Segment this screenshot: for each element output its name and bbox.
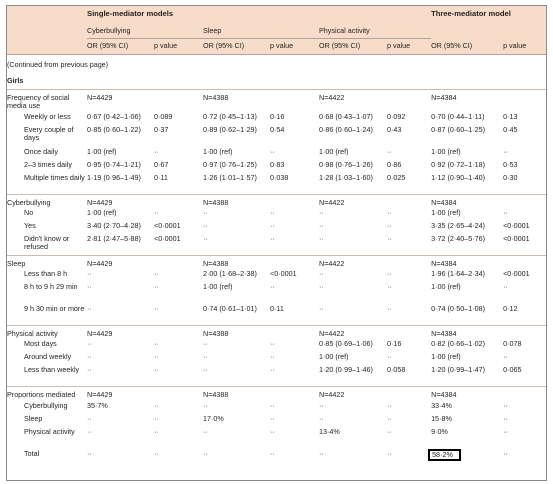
cell-three-mediator-or: 1·00 (ref) (431, 207, 461, 217)
empty-cell (387, 387, 431, 400)
cell-cyberbullying-or: 2·81 (2·47–5·88) (87, 233, 141, 243)
row-label: Sleep (24, 413, 43, 423)
cell-sleep-or: ·· (203, 365, 208, 375)
cell-cyberbullying-or: ·· (87, 413, 92, 423)
cell-three-mediator-or: 33·4% (431, 400, 452, 410)
sample-size: N=4388 (203, 387, 270, 400)
cell-physical-activity-or: ·· (319, 207, 324, 217)
cell-sleep-p: ·· (270, 426, 275, 436)
results-table (7, 6, 546, 461)
cell-physical-activity-p: 0·43 (387, 124, 402, 134)
cell-physical-activity-p: 0·025 (387, 172, 406, 182)
section-row (7, 326, 546, 339)
sample-size: N=4429 (87, 387, 154, 400)
header-row-columns (7, 39, 546, 55)
cell-cyberbullying-or: 1·00 (ref) (87, 146, 117, 156)
cell-sleep-or: ·· (203, 426, 208, 436)
cell-physical-activity-or: 1·28 (1·03–1·60) (319, 172, 373, 182)
cell-physical-activity-p: ·· (387, 146, 392, 156)
table-body (7, 55, 546, 461)
cell-physical-activity-or: ·· (319, 304, 324, 314)
section-title: Proportions mediated (7, 387, 87, 400)
empty-cell (503, 326, 546, 339)
cell-three-mediator-p: ·· (503, 352, 508, 362)
cell-three-mediator-p: 0·45 (503, 124, 518, 134)
table-row (7, 172, 546, 195)
sample-size: N=4388 (203, 194, 270, 207)
section-row (7, 387, 546, 400)
cell-cyberbullying-p: <0·0001 (154, 220, 181, 230)
cell-three-mediator-p: 0·12 (503, 304, 518, 314)
cell-cyberbullying-p: ·· (154, 304, 159, 314)
table-row (7, 159, 546, 172)
cell-physical-activity-p: 0·86 (387, 159, 402, 169)
row-label: Multiple times daily (24, 172, 85, 182)
sample-size: N=4384 (431, 387, 503, 400)
cell-physical-activity-or: ·· (319, 282, 324, 292)
section-row (7, 255, 546, 268)
empty-cell (270, 326, 319, 339)
cell-cyberbullying-or: 1·00 (ref) (87, 207, 117, 217)
cell-three-mediator-or: 0·74 (0·50–1·08) (431, 304, 486, 314)
cell-sleep-p: <0·0001 (270, 269, 297, 279)
cell-physical-activity-or: ·· (319, 233, 324, 243)
table-row (7, 124, 546, 146)
empty-cell (387, 326, 431, 339)
empty-cell (503, 387, 546, 400)
cell-physical-activity-p: ·· (387, 413, 392, 423)
cell-physical-activity-or: ·· (319, 448, 324, 458)
empty-cell (154, 326, 203, 339)
cell-sleep-p: ·· (270, 207, 275, 217)
cell-cyberbullying-p: 0·67 (154, 159, 169, 169)
cell-three-mediator-or: 1·00 (ref) (431, 146, 461, 156)
cell-cyberbullying-or: 0·67 (0·42–1·06) (87, 111, 141, 121)
cell-cyberbullying-p: ·· (154, 413, 159, 423)
p-value-column-header: p value (387, 39, 431, 55)
empty-cell (154, 255, 203, 268)
table-row (7, 364, 546, 387)
cell-sleep-or: 2·00 (1·68–2·38) (203, 269, 257, 279)
cell-physical-activity-p: 0·092 (387, 111, 406, 121)
cell-sleep-p: 0·83 (270, 159, 285, 169)
cell-cyberbullying-p: ·· (154, 269, 159, 279)
continued-note: (Continued from previous page) (7, 60, 109, 69)
cell-cyberbullying-or: ·· (87, 269, 92, 279)
cell-physical-activity-p: ·· (387, 400, 392, 410)
cell-sleep-p: ·· (270, 400, 275, 410)
row-label: Around weekly (24, 352, 72, 362)
row-label: Physical activity (24, 426, 75, 436)
header-row-models (7, 6, 546, 24)
cell-sleep-p: ·· (270, 413, 275, 423)
empty-cell (154, 387, 203, 400)
cell-cyberbullying-p: 0·089 (154, 111, 173, 121)
empty-cell (270, 387, 319, 400)
cell-physical-activity-or: 0·98 (0·76–1·26) (319, 159, 373, 169)
cell-three-mediator-or: 1·20 (0·99–1·47) (431, 365, 486, 375)
sample-size: N=4384 (431, 90, 503, 111)
cell-three-mediator-or: 0·92 (0·72–1·18) (431, 159, 486, 169)
cell-three-mediator-p: 0·065 (503, 365, 522, 375)
cell-three-mediator-p: 0·13 (503, 111, 518, 121)
cell-three-mediator-or: 15·8% (431, 413, 452, 423)
cell-cyberbullying-or: ·· (87, 448, 92, 458)
row-label: 2–3 times daily (24, 159, 72, 169)
table-row (7, 338, 546, 351)
table-row (7, 400, 546, 413)
cell-physical-activity-p: ·· (387, 304, 392, 314)
section-title: Cyberbullying (7, 194, 87, 207)
sample-size: N=4422 (319, 90, 387, 111)
results-table-page (6, 5, 547, 481)
cell-physical-activity-or: ·· (319, 269, 324, 279)
cell-cyberbullying-p: ·· (154, 365, 159, 375)
cell-physical-activity-or: 0·68 (0·43–1·07) (319, 111, 373, 121)
cell-cyberbullying-p: ·· (154, 352, 159, 362)
cell-physical-activity-p: ·· (387, 269, 392, 279)
row-label: 9 h 30 min or more (24, 304, 85, 314)
cell-cyberbullying-p: ·· (154, 400, 159, 410)
cell-physical-activity-p: ·· (387, 233, 392, 243)
mediator-header-cyberbullying: Cyberbullying (87, 24, 203, 39)
cell-physical-activity-or: 1·00 (ref) (319, 146, 349, 156)
cell-sleep-or: ·· (203, 220, 208, 230)
row-label: Didn't know or refused (24, 233, 70, 252)
cell-three-mediator-p: ·· (503, 400, 508, 410)
empty-cell (270, 194, 319, 207)
cell-three-mediator-or: 1·12 (0·90–1·40) (431, 172, 486, 182)
cell-three-mediator-or: 3·72 (2·40–5·76) (431, 233, 486, 243)
cell-three-mediator-p: <0·0001 (503, 220, 530, 230)
continued-note-row (7, 55, 546, 75)
sample-size: N=4384 (431, 194, 503, 207)
cell-cyberbullying-or: ·· (87, 352, 92, 362)
cell-physical-activity-p: ·· (387, 282, 392, 292)
row-label: Most days (24, 339, 57, 349)
cell-physical-activity-or: 1·20 (0·99–1·46) (319, 365, 373, 375)
table-row (7, 233, 546, 256)
empty-cell (387, 90, 431, 111)
table-row (7, 207, 546, 220)
cell-sleep-or: ·· (203, 233, 208, 243)
cell-sleep-or: ·· (203, 207, 208, 217)
cell-sleep-p: ·· (270, 220, 275, 230)
row-label: Yes (24, 220, 36, 230)
sample-size: N=4388 (203, 255, 270, 268)
table-row (7, 146, 546, 159)
row-label: Weekly or less (24, 111, 71, 121)
cell-three-mediator-or (431, 448, 503, 461)
row-label: Every couple of days (24, 124, 74, 142)
cell-sleep-or: 0·72 (0·45–1·13) (203, 111, 257, 121)
cell-cyberbullying-or: ·· (87, 304, 92, 314)
cell-three-mediator-or: 1·96 (1·64–2·34) (431, 269, 486, 279)
cell-sleep-p: ·· (270, 146, 275, 156)
group-label: Girls (7, 76, 24, 85)
table-row (7, 220, 546, 233)
section-title: Frequency of social media use (7, 90, 87, 111)
empty-cell (503, 194, 546, 207)
cell-cyberbullying-or: 3·40 (2·70–4·28) (87, 220, 141, 230)
sample-size: N=4384 (431, 326, 503, 339)
sample-size: N=4429 (87, 194, 154, 207)
sample-size: N=4422 (319, 255, 387, 268)
table-row (7, 268, 546, 281)
row-label: Less than 8 h (24, 269, 68, 279)
cell-sleep-or: 1·26 (1·01–1·57) (203, 172, 257, 182)
row-label: Cyberbullying (24, 400, 68, 410)
cell-cyberbullying-or: 0·95 (0·74–1·21) (87, 159, 141, 169)
sample-size: N=4429 (87, 90, 154, 111)
cell-cyberbullying-p: ·· (154, 339, 159, 349)
cell-three-mediator-p: ·· (503, 426, 508, 436)
header-row-mediators (7, 24, 546, 39)
header-corner (7, 6, 87, 24)
three-mediator-model-header: Three-mediator model (431, 6, 546, 24)
or-column-header: OR (95% CI) (319, 39, 387, 55)
cell-physical-activity-or: ·· (319, 400, 324, 410)
cell-three-mediator-or: 0·87 (0·60–1·25) (431, 124, 486, 134)
cell-three-mediator-p: ·· (503, 282, 508, 292)
cell-three-mediator-p: ·· (503, 448, 508, 458)
section-title: Sleep (7, 255, 87, 268)
cell-cyberbullying-or: 1·19 (0·96–1·49) (87, 172, 141, 182)
empty-cell (387, 194, 431, 207)
cell-cyberbullying-or: ·· (87, 365, 92, 375)
sample-size: N=4429 (87, 255, 154, 268)
cell-physical-activity-or: ·· (319, 220, 324, 230)
cell-sleep-or: 0·97 (0·76–1·25) (203, 159, 257, 169)
cell-three-mediator-p: ·· (503, 207, 508, 217)
cell-cyberbullying-p: ·· (154, 448, 159, 458)
section-title: Physical activity (7, 326, 87, 339)
cell-three-mediator-p: 0·53 (503, 159, 518, 169)
empty-cell (154, 90, 203, 111)
table-row (7, 426, 546, 448)
cell-three-mediator-or: 0·82 (0·66–1·02) (431, 339, 486, 349)
cell-sleep-p: 0·11 (270, 304, 284, 314)
cell-cyberbullying-p: ·· (154, 426, 159, 436)
empty-cell (503, 90, 546, 111)
sample-size: N=4388 (203, 90, 270, 111)
or-column-header: OR (95% CI) (203, 39, 270, 55)
cell-sleep-or: 1·00 (ref) (203, 146, 233, 156)
cell-sleep-p: ·· (270, 365, 275, 375)
cell-three-mediator-p: ·· (503, 413, 508, 423)
cell-cyberbullying-p: 0·11 (154, 172, 168, 182)
empty-cell (387, 255, 431, 268)
table-row (7, 111, 546, 124)
cell-cyberbullying-p: ·· (154, 146, 159, 156)
cell-cyberbullying-or: 35·7% (87, 400, 108, 410)
table-row (7, 413, 546, 426)
cell-cyberbullying-p: ·· (154, 282, 159, 292)
table-row (7, 303, 546, 326)
cell-sleep-or: ·· (203, 339, 208, 349)
cell-sleep-p: ·· (270, 352, 275, 362)
mediator-header-physical-activity: Physical activity (319, 24, 431, 39)
cell-sleep-or: ·· (203, 400, 208, 410)
cell-three-mediator-p: <0·0001 (503, 269, 530, 279)
cell-physical-activity-or: ·· (319, 413, 324, 423)
sample-size: N=4422 (319, 387, 387, 400)
row-label: 8 h to 9 h 29 min (24, 282, 78, 292)
empty-cell (503, 255, 546, 268)
section-row (7, 194, 546, 207)
cell-physical-activity-or: 13·4% (319, 426, 340, 436)
table-row (7, 448, 546, 461)
cell-physical-activity-p: ·· (387, 220, 392, 230)
cell-three-mediator-p: 0·078 (503, 339, 522, 349)
cell-physical-activity-or: 0·85 (0·69–1·06) (319, 339, 373, 349)
table-row (7, 351, 546, 364)
empty-cell (270, 255, 319, 268)
cell-sleep-or: 0·74 (0·61–1·01) (203, 304, 257, 314)
cell-physical-activity-p: ·· (387, 426, 392, 436)
cell-three-mediator-or: 1·00 (ref) (431, 282, 461, 292)
header-corner (7, 24, 87, 39)
empty-cell (154, 194, 203, 207)
cell-sleep-p: 0·16 (270, 111, 285, 121)
sample-size: N=4422 (319, 194, 387, 207)
cell-cyberbullying-or: 0·85 (0·60–1·22) (87, 124, 141, 134)
cell-physical-activity-or: 0·86 (0·60–1·24) (319, 124, 373, 134)
cell-sleep-or: 17·0% (203, 413, 224, 423)
table-row (7, 281, 546, 303)
or-column-header: OR (95% CI) (87, 39, 154, 55)
cell-physical-activity-p: ·· (387, 448, 392, 458)
p-value-column-header: p value (503, 39, 546, 55)
cell-sleep-or: 1·00 (ref) (203, 282, 233, 292)
cell-physical-activity-or: 1·00 (ref) (319, 352, 349, 362)
highlighted-total-mediated: 58·2% (428, 449, 461, 461)
cell-sleep-or: ·· (203, 352, 208, 362)
row-label: No (24, 207, 34, 217)
cell-three-mediator-or: 9·0% (431, 426, 448, 436)
sample-size: N=4422 (319, 326, 387, 339)
cell-physical-activity-p: 0·16 (387, 339, 402, 349)
section-row (7, 90, 546, 111)
row-label: Less than weekly (24, 365, 80, 375)
cell-sleep-or: 0·89 (0·62–1·29) (203, 124, 257, 134)
cell-cyberbullying-p: 0·37 (154, 124, 169, 134)
cell-physical-activity-p: 0·058 (387, 365, 406, 375)
cell-cyberbullying-p: <0·0001 (154, 233, 181, 243)
cell-three-mediator-or: 1·00 (ref) (431, 352, 461, 362)
cell-sleep-p: ·· (270, 282, 275, 292)
cell-physical-activity-p: ·· (387, 207, 392, 217)
cell-sleep-p: 0·038 (270, 172, 289, 182)
p-value-column-header: p value (270, 39, 319, 55)
cell-three-mediator-p: ·· (503, 146, 508, 156)
p-value-column-header: p value (154, 39, 203, 55)
single-mediator-models-header: Single-mediator models (87, 6, 431, 24)
cell-three-mediator-or: 3·35 (2·65–4·24) (431, 220, 486, 230)
sample-size: N=4429 (87, 326, 154, 339)
cell-cyberbullying-or: ·· (87, 282, 92, 292)
row-label: Once daily (24, 146, 58, 156)
cell-sleep-p: ·· (270, 339, 275, 349)
mediator-header-sleep: Sleep (203, 24, 319, 39)
cell-cyberbullying-p: ·· (154, 207, 159, 217)
cell-cyberbullying-or: ·· (87, 426, 92, 436)
cell-sleep-p: 0·54 (270, 124, 285, 134)
sample-size: N=4388 (203, 326, 270, 339)
sample-size: N=4384 (431, 255, 503, 268)
cell-three-mediator-p: <0·0001 (503, 233, 530, 243)
cell-physical-activity-p: ·· (387, 352, 392, 362)
mediator-header-blank (431, 24, 546, 39)
cell-three-mediator-p: 0·30 (503, 172, 518, 182)
group-row (7, 74, 546, 90)
cell-sleep-p: ·· (270, 448, 275, 458)
or-column-header: OR (95% CI) (431, 39, 503, 55)
empty-cell (270, 90, 319, 111)
header-corner (7, 39, 87, 55)
cell-sleep-p: ·· (270, 233, 275, 243)
cell-sleep-or: ·· (203, 448, 208, 458)
cell-three-mediator-or: 0·70 (0·44–1·11) (431, 111, 485, 121)
cell-cyberbullying-or: ·· (87, 339, 92, 349)
row-label: Total (24, 448, 40, 458)
